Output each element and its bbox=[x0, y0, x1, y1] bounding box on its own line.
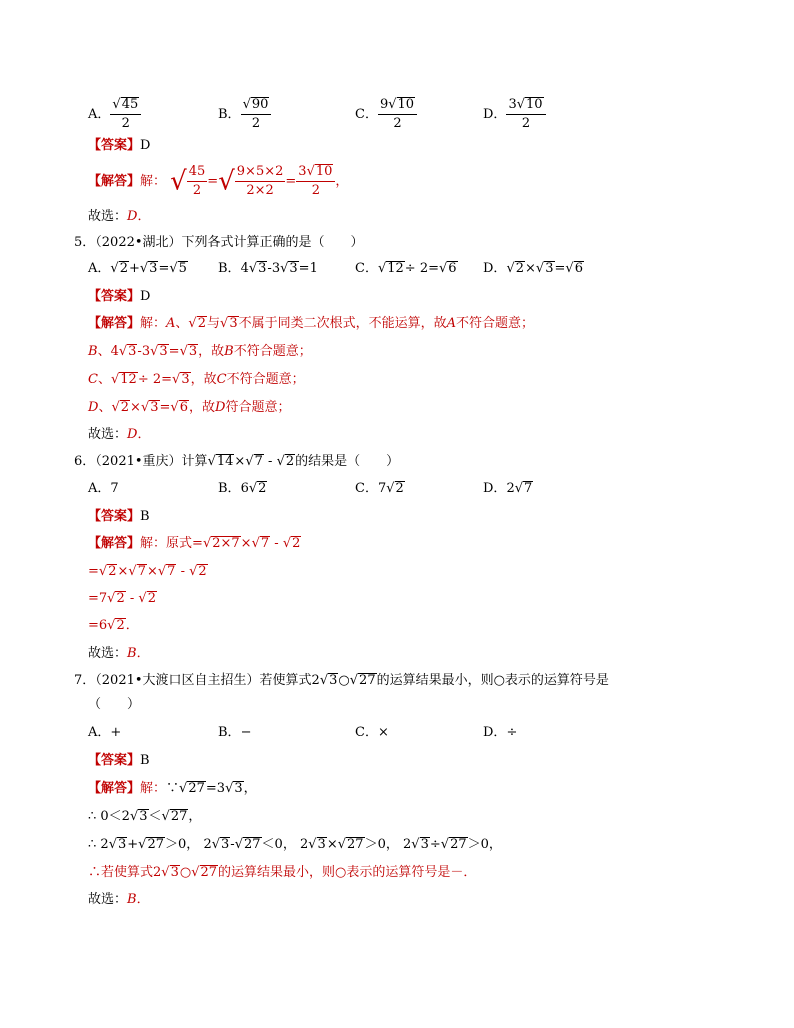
q6-sol-line-4: =6√2． bbox=[88, 618, 139, 633]
q5-choose: 故选：D． bbox=[88, 427, 151, 442]
q5-option-d[interactable]: D．√2×√3=√6 bbox=[483, 261, 583, 276]
q6-choose: 故选：B． bbox=[88, 646, 150, 661]
q4-choose: 故选：D． bbox=[88, 209, 151, 224]
q7-option-a[interactable]: A．+ bbox=[88, 725, 122, 740]
q7-option-c[interactable]: C．× bbox=[355, 725, 389, 740]
q4-answer: 【答案】D bbox=[88, 138, 151, 153]
q4-option-d[interactable]: D． $\frac{3√10}{2}$ bbox=[483, 96, 546, 133]
q5-stem: 5．（2022•湖北）下列各式计算正确的是（ ） bbox=[74, 235, 364, 250]
q6-option-d[interactable]: D．2√7 bbox=[483, 481, 533, 496]
q7-sol-line-2: ∴ 0＜2√3＜√27， bbox=[88, 809, 202, 824]
q7-sol-line-4: ∴若使算式2√3○√27的运算结果最小，则○表示的运算符号是－． bbox=[88, 865, 477, 880]
q7-answer: 【答案】B bbox=[88, 753, 150, 768]
q5-sol-line-a: 【解答】解：A、√2与√3不属于同类二次根式，不能运算，故A不符合题意； bbox=[88, 316, 535, 331]
q5-answer: 【答案】D bbox=[88, 289, 151, 304]
q7-sol-line-1: 【解答】解：∵√27=3√3， bbox=[88, 781, 257, 796]
q7-option-b[interactable]: B．− bbox=[218, 725, 252, 740]
q6-stem: 6．（2021•重庆）计算√14×√7 - √2的结果是（ ） bbox=[74, 454, 400, 469]
q4-solution: 【解答】解： √ $\frac{45}{2}$ =√ $\frac{9\times 5\times 2}{2\times 2}$ = $\frac{3√10}{2}$ ， bbox=[88, 164, 349, 198]
q7-paren: （ ） bbox=[88, 697, 141, 712]
q6-sol-line-2: =√2×√7×√7 - √2 bbox=[88, 564, 207, 579]
q4-option-b[interactable]: B． $\frac{√90}{2}$ bbox=[218, 96, 271, 133]
q6-answer: 【答案】B bbox=[88, 509, 150, 524]
q4-option-c[interactable]: C． $\frac{9√10}{2}$ bbox=[355, 96, 417, 133]
q7-sol-line-3: ∴ 2√3+√27＞0， 2√3-√27＜0， 2√3×√27＞0， 2√3÷√27＞0， bbox=[88, 837, 502, 852]
q6-option-b[interactable]: B．6√2 bbox=[218, 481, 267, 496]
q7-choose: 故选：B． bbox=[88, 892, 150, 907]
q7-option-d[interactable]: D．÷ bbox=[483, 725, 518, 740]
q5-sol-line-d: D、√2×√3=√6，故D符合题意； bbox=[88, 400, 291, 415]
q6-sol-line-3: =7√2 - √2 bbox=[88, 591, 156, 606]
q5-option-b[interactable]: B．4√3-3√3=1 bbox=[218, 261, 318, 276]
q4-option-a[interactable]: A． $\frac{√45}{2}$ bbox=[88, 96, 141, 133]
q6-option-a[interactable]: A．7 bbox=[88, 481, 119, 496]
q5-sol-line-b: B、4√3-3√3=√3，故B不符合题意； bbox=[88, 344, 312, 359]
q5-sol-line-c: C、√12÷ 2=√3，故C不符合题意； bbox=[88, 372, 305, 387]
q6-option-c[interactable]: C．7√2 bbox=[355, 481, 404, 496]
q7-stem: 7．（2021•大渡口区自主招生）若使算式2√3○√27的运算结果最小，则○表示的运算符号是 bbox=[74, 673, 609, 688]
q5-option-a[interactable]: A．√2+√3=√5 bbox=[88, 261, 187, 276]
q6-sol-line-1: 【解答】解：原式=√2×7×√7 - √2 bbox=[88, 536, 301, 551]
q5-option-c[interactable]: C．√12÷ 2=√6 bbox=[355, 261, 457, 276]
